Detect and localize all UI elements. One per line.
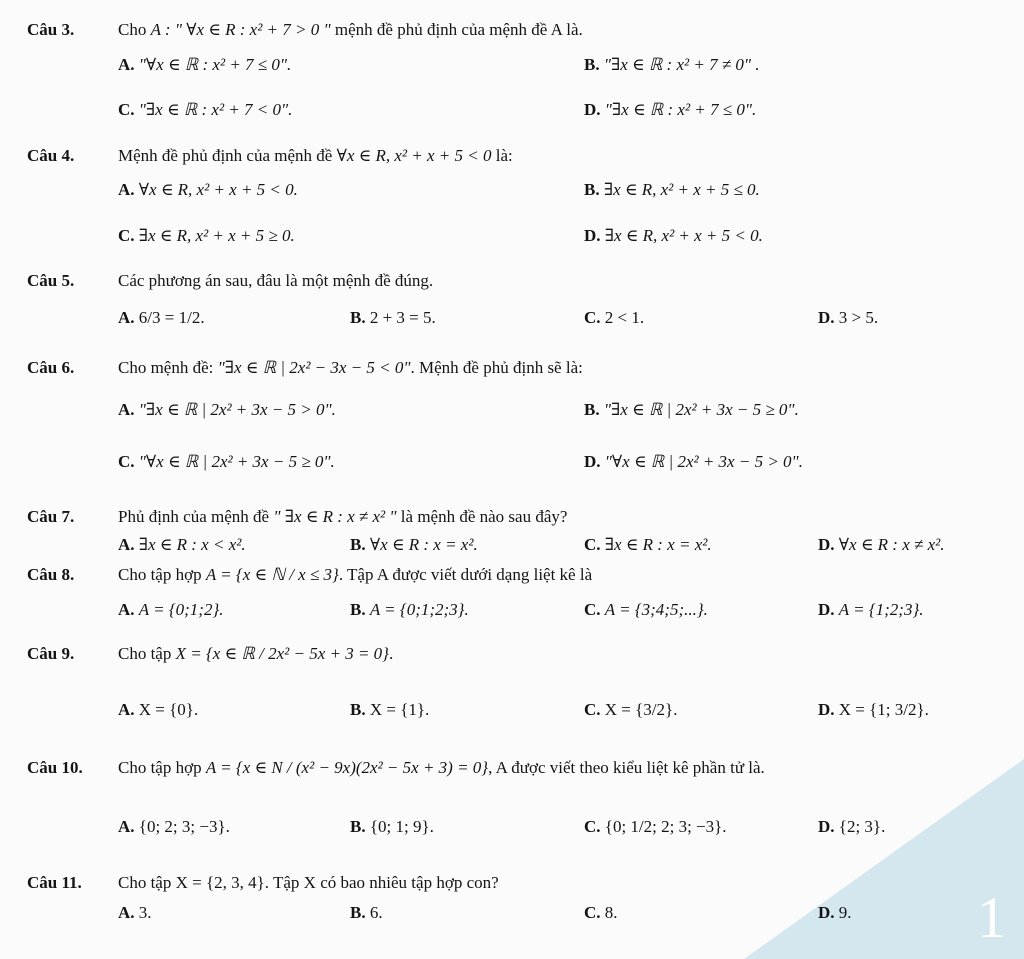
option-d[interactable]: D. ∀x ∈ R : x ≠ x². (818, 535, 945, 554)
option-d[interactable]: D. X = {1; 3/2}. (818, 700, 929, 719)
option-c[interactable]: C. "∀x ∈ ℝ | 2x² + 3x − 5 ≥ 0". (118, 452, 335, 471)
question-stem: Cho tập X = {x ∈ ℝ / 2x² − 5x + 3 = 0}. (118, 644, 394, 663)
question-stem: Cho tập hợp A = {x ∈ N / (x² − 9x)(2x² − 5x + 3) = 0}, A được viết theo kiểu liệt kê phần tử là. (118, 758, 765, 777)
question-number: Câu 7. (27, 507, 75, 526)
option-c[interactable]: C. 2 < 1. (584, 308, 645, 327)
question-stem: Phủ định của mệnh đề " ∃x ∈ R : x ≠ x² " là mệnh đề nào sau đây? (118, 507, 568, 526)
stem-math: X = {x ∈ ℝ / 2x² − 5x + 3 = 0} (175, 644, 389, 663)
option-a[interactable]: A. 6/3 = 1/2. (118, 308, 205, 327)
option-b[interactable]: B. "∃x ∈ ℝ | 2x² + 3x − 5 ≥ 0". (584, 400, 799, 419)
option-b[interactable]: B. 6. (350, 903, 383, 922)
question-stem: Các phương án sau, đâu là một mệnh đề đúng. (118, 271, 434, 290)
question-number: Câu 10. (27, 758, 83, 777)
question-number: Câu 4. (27, 146, 75, 165)
option-d[interactable]: D. 3 > 5. (818, 308, 879, 327)
option-a[interactable]: A. ∀x ∈ R, x² + x + 5 < 0. (118, 180, 298, 199)
question-stem: Cho A : " ∀x ∈ R : x² + 7 > 0 " mệnh đề phủ định của mệnh đề A là. (118, 20, 583, 39)
option-c[interactable]: C. ∃x ∈ R : x = x². (584, 535, 712, 554)
stem-math: X = {2, 3, 4} (175, 873, 265, 892)
question-number: Câu 3. (27, 20, 75, 39)
question-stem: Cho tập hợp A = {x ∈ ℕ / x ≤ 3}. Tập A được viết dưới dạng liệt kê là (118, 565, 593, 584)
question-number: Câu 9. (27, 644, 75, 663)
option-b[interactable]: B. ∀x ∈ R : x = x². (350, 535, 478, 554)
stem-math: ∀x ∈ R, x² + x + 5 < 0 (336, 146, 492, 165)
option-a[interactable]: A. 3. (118, 903, 152, 922)
stem-math: A = {x ∈ N / (x² − 9x)(2x² − 5x + 3) = 0} (205, 758, 489, 777)
option-a[interactable]: A. "∀x ∈ ℝ : x² + 7 ≤ 0". (118, 55, 292, 74)
question-stem: Mệnh đề phủ định của mệnh đề ∀x ∈ R, x² + x + 5 < 0 là: (118, 146, 513, 165)
option-a[interactable]: A. X = {0}. (118, 700, 199, 719)
question-number: Câu 11. (27, 873, 82, 892)
option-c[interactable]: C. A = {3;4;5;...}. (584, 600, 708, 619)
stem-math: "∃x ∈ ℝ | 2x² − 3x − 5 < 0" (217, 358, 411, 377)
option-d[interactable]: D. "∀x ∈ ℝ | 2x² + 3x − 5 > 0". (584, 452, 803, 471)
stem-math: " ∃x ∈ R : x ≠ x² " (273, 507, 397, 526)
stem-math: A : " ∀x ∈ R : x² + 7 > 0 " (150, 20, 331, 39)
option-c[interactable]: C. ∃x ∈ R, x² + x + 5 ≥ 0. (118, 226, 295, 245)
option-b[interactable]: B. 2 + 3 = 5. (350, 308, 436, 327)
question-stem: Cho tập X = {2, 3, 4}. Tập X có bao nhiêu tập hợp con? (118, 873, 499, 892)
option-a[interactable]: A. {0; 2; 3; −3}. (118, 817, 230, 836)
option-b[interactable]: B. ∃x ∈ R, x² + x + 5 ≤ 0. (584, 180, 760, 199)
option-a[interactable]: A. "∃x ∈ ℝ | 2x² + 3x − 5 > 0". (118, 400, 336, 419)
question-number: Câu 5. (27, 271, 75, 290)
option-a[interactable]: A. A = {0;1;2}. (118, 600, 224, 619)
option-a[interactable]: A. ∃x ∈ R : x < x². (118, 535, 246, 554)
option-d[interactable]: D. {2; 3}. (818, 817, 886, 836)
option-c[interactable]: C. 8. (584, 903, 618, 922)
option-c[interactable]: C. "∃x ∈ ℝ : x² + 7 < 0". (118, 100, 293, 119)
question-number: Câu 6. (27, 358, 75, 377)
option-b[interactable]: B. A = {0;1;2;3}. (350, 600, 469, 619)
stem-math: A = {x ∈ ℕ / x ≤ 3} (205, 565, 339, 584)
option-b[interactable]: B. X = {1}. (350, 700, 430, 719)
option-c[interactable]: C. X = {3/2}. (584, 700, 678, 719)
question-stem: Cho mệnh đề: "∃x ∈ ℝ | 2x² − 3x − 5 < 0". Mệnh đề phủ định sẽ là: (118, 358, 583, 377)
question-number: Câu 8. (27, 565, 75, 584)
option-d[interactable]: D. 9. (818, 903, 852, 922)
page-number: 1 (977, 885, 1006, 950)
option-d[interactable]: D. A = {1;2;3}. (818, 600, 924, 619)
option-d[interactable]: D. "∃x ∈ ℝ : x² + 7 ≤ 0". (584, 100, 757, 119)
option-c[interactable]: C. {0; 1/2; 2; 3; −3}. (584, 817, 727, 836)
option-b[interactable]: B. "∃x ∈ ℝ : x² + 7 ≠ 0" . (584, 55, 760, 74)
option-d[interactable]: D. ∃x ∈ R, x² + x + 5 < 0. (584, 226, 763, 245)
option-b[interactable]: B. {0; 1; 9}. (350, 817, 434, 836)
